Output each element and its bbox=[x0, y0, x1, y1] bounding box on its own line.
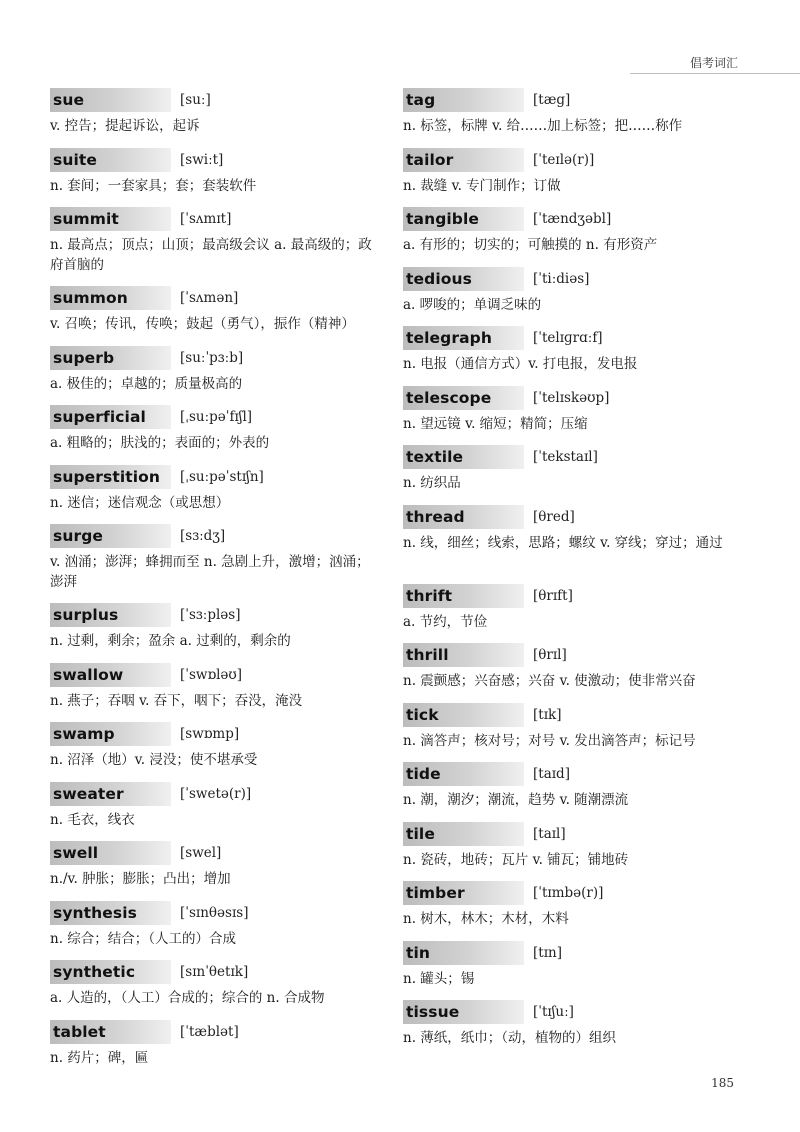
phonetic: [ˈtæblət] bbox=[180, 1023, 239, 1040]
definition: n. 综合；结合；（人工的）合成 bbox=[50, 930, 237, 947]
vocab-entry bbox=[403, 999, 753, 1059]
definition: n. 迷信；迷信观念（或思想） bbox=[50, 494, 230, 511]
headword: tablet bbox=[53, 1022, 106, 1041]
definition: n. 罐头；锡 bbox=[403, 970, 475, 987]
headword: sue bbox=[53, 91, 85, 109]
headword-box bbox=[403, 584, 524, 608]
headword-box bbox=[50, 722, 171, 746]
vocab-entry bbox=[403, 702, 753, 762]
headword: tile bbox=[406, 824, 435, 843]
headword-box bbox=[50, 465, 171, 489]
vocab-entry bbox=[50, 959, 400, 1019]
vocab-entry bbox=[50, 206, 400, 285]
headword: timber bbox=[406, 884, 465, 902]
headword: swell bbox=[53, 844, 99, 862]
headword: tide bbox=[406, 765, 441, 783]
definition: v. 控告；提起诉讼，起诉 bbox=[50, 118, 200, 134]
definition: a. 节约，节俭 bbox=[403, 613, 488, 630]
headword-box bbox=[50, 524, 171, 548]
phonetic: [θrɪft] bbox=[533, 587, 573, 604]
definition: n. 最高点；顶点；山顶；最高级会议 a. 最高级的；政府首脑的 bbox=[50, 237, 372, 273]
headword-box bbox=[50, 901, 171, 925]
headword-box bbox=[403, 822, 524, 846]
headword-box bbox=[50, 346, 171, 370]
definition: n. 薄纸，纸巾；（动，植物的）组织 bbox=[403, 1030, 617, 1046]
headword-box bbox=[403, 881, 524, 905]
vocab-entry bbox=[50, 900, 400, 960]
phonetic: [θrɪl] bbox=[533, 647, 567, 663]
definition: n. 药片；碑，匾 bbox=[50, 1049, 149, 1066]
headword-box bbox=[403, 386, 524, 410]
headword-box bbox=[403, 148, 524, 172]
phonetic: [ˌsuːpəˈfɪʃl] bbox=[180, 409, 253, 425]
vocab-entry bbox=[50, 840, 400, 900]
phonetic: [ˈteɪlə(r)] bbox=[533, 151, 595, 168]
definition: n. 瓷砖，地砖；瓦片 v. 铺瓦；铺地砖 bbox=[403, 851, 629, 868]
definition: a. 粗略的；肤浅的；表面的；外表的 bbox=[50, 435, 270, 451]
headword-box bbox=[50, 960, 171, 984]
headword-box bbox=[403, 207, 524, 231]
headword: summon bbox=[53, 289, 128, 307]
headword-box bbox=[403, 703, 524, 727]
vocab-entry bbox=[50, 404, 400, 464]
vocab-entry bbox=[403, 444, 753, 504]
phonetic: [θred] bbox=[533, 508, 575, 525]
headword: tailor bbox=[406, 150, 454, 169]
headword-box bbox=[50, 782, 171, 806]
vocab-entry bbox=[403, 642, 753, 702]
headword: telescope bbox=[406, 388, 492, 407]
headword: tin bbox=[406, 943, 431, 962]
vocab-entry bbox=[403, 266, 753, 326]
left-column bbox=[50, 87, 400, 1078]
headword-box bbox=[50, 1020, 171, 1044]
phonetic: [ˈtekstaɪl] bbox=[533, 449, 598, 465]
headword-box bbox=[403, 762, 524, 786]
vocab-entry bbox=[50, 602, 400, 662]
definition: v. 召唤；传讯，传唤；鼓起（勇气），振作（精神） bbox=[50, 316, 355, 332]
phonetic: [suː] bbox=[180, 92, 211, 108]
page-number: 185 bbox=[711, 1076, 734, 1090]
phonetic: [swiːt] bbox=[180, 151, 224, 168]
phonetic: [swɒmp] bbox=[180, 726, 240, 742]
phonetic: [ˈsʌmɪt] bbox=[180, 211, 232, 227]
phonetic: [ˈtɪmbə(r)] bbox=[533, 885, 604, 901]
header-divider bbox=[630, 73, 800, 74]
vocab-entry bbox=[403, 821, 753, 881]
definition: n. 套间；一套家具；套；套装软件 bbox=[50, 177, 257, 194]
headword: thread bbox=[406, 507, 465, 526]
phonetic: [ˈtændʒəbl] bbox=[533, 211, 612, 227]
headword-box bbox=[50, 286, 171, 310]
phonetic: [ˈtelɪɡrɑːf] bbox=[533, 330, 603, 346]
vocab-entry bbox=[403, 87, 753, 147]
vocab-entry bbox=[403, 761, 753, 821]
definition: n. 燕子；吞咽 v. 吞下，咽下；吞没，淹没 bbox=[50, 692, 303, 709]
headword: tag bbox=[406, 91, 436, 109]
phonetic: [suːˈpɜːb] bbox=[180, 349, 244, 366]
phonetic: [taɪl] bbox=[533, 825, 566, 842]
headword-box bbox=[403, 88, 524, 112]
phonetic: [ˈtelɪskəʊp] bbox=[533, 389, 610, 406]
vocab-entry bbox=[50, 1019, 400, 1079]
vocab-entry bbox=[403, 583, 753, 643]
headword-box bbox=[50, 603, 171, 627]
headword-box bbox=[50, 663, 171, 687]
vocab-entry bbox=[50, 147, 400, 207]
vocab-entry bbox=[403, 325, 753, 385]
definition: n./v. 肿胀；膨胀；凸出；增加 bbox=[50, 871, 231, 887]
vocab-entry bbox=[50, 523, 400, 602]
definition: n. 过剩，剩余；盈余 a. 过剩的，剩余的 bbox=[50, 633, 291, 649]
vocab-entry bbox=[403, 880, 753, 940]
headword: swamp bbox=[53, 725, 115, 743]
headword: surplus bbox=[53, 606, 119, 624]
vocab-entry bbox=[403, 940, 753, 1000]
vocab-entry bbox=[50, 464, 400, 524]
definition: v. 汹涌；澎湃；蜂拥而至 n. 急剧上升，激增；汹涌；澎湃 bbox=[50, 554, 370, 590]
phonetic: [tɪn] bbox=[533, 944, 562, 961]
phonetic: [swel] bbox=[180, 845, 222, 861]
headword-box bbox=[403, 445, 524, 469]
phonetic: [tɪk] bbox=[533, 706, 562, 723]
phonetic: [ˈsɪnθəsɪs] bbox=[180, 904, 249, 921]
headword: tick bbox=[406, 705, 439, 724]
headword: synthesis bbox=[53, 903, 137, 922]
definition: a. 人造的，（人工）合成的；综合的 n. 合成物 bbox=[50, 990, 325, 1006]
phonetic: [ˈswetə(r)] bbox=[180, 785, 252, 802]
phonetic: [sɜːdʒ] bbox=[180, 528, 226, 544]
headword-box bbox=[403, 505, 524, 529]
vocab-entry bbox=[50, 781, 400, 841]
vocab-entry bbox=[403, 206, 753, 266]
headword: superficial bbox=[53, 408, 146, 426]
headword: superstition bbox=[53, 467, 161, 486]
right-column bbox=[403, 87, 753, 1059]
definition: n. 裁缝 v. 专门制作；订做 bbox=[403, 177, 561, 194]
definition: n. 震颤感；兴奋感；兴奋 v. 使激动；使非常兴奋 bbox=[403, 673, 696, 689]
headword: tissue bbox=[406, 1003, 460, 1021]
headword-box bbox=[403, 1000, 524, 1024]
headword: superb bbox=[53, 348, 115, 367]
phonetic: [taɪd] bbox=[533, 766, 570, 782]
headword: suite bbox=[53, 150, 97, 169]
headword: sweater bbox=[53, 784, 124, 803]
vocab-entry bbox=[403, 385, 753, 445]
definition: n. 滴答声；核对号；对号 v. 发出滴答声；标记号 bbox=[403, 732, 696, 749]
definition: n. 线，细丝；线索，思路；螺纹 v. 穿线；穿过；通过 bbox=[403, 534, 723, 551]
headword: textile bbox=[406, 448, 464, 466]
phonetic: [ˈtɪʃuː] bbox=[533, 1004, 574, 1020]
headword-box bbox=[403, 326, 524, 350]
headword-box bbox=[403, 643, 524, 667]
headword-box bbox=[50, 841, 171, 865]
phonetic: [ˈswɒləʊ] bbox=[180, 666, 243, 683]
definition: n. 毛衣，线衣 bbox=[50, 811, 135, 828]
headword-box bbox=[50, 405, 171, 429]
definition: n. 树木，林木；木材，木料 bbox=[403, 911, 569, 927]
headword-box bbox=[403, 941, 524, 965]
definition: n. 潮，潮汐；潮流，趋势 v. 随潮漂流 bbox=[403, 792, 629, 808]
definition: n. 标签，标牌 v. 给……加上标签；把……称作 bbox=[403, 118, 683, 134]
headword: swallow bbox=[53, 665, 124, 684]
vocab-entry bbox=[403, 147, 753, 207]
vocab-entry bbox=[403, 504, 753, 583]
vocab-entry bbox=[50, 87, 400, 147]
definition: n. 沼泽（地）v. 浸没；使不堪承受 bbox=[50, 752, 258, 768]
headword: thrift bbox=[406, 586, 453, 605]
phonetic: [ˈsʌmən] bbox=[180, 290, 239, 306]
headword-box bbox=[50, 207, 171, 231]
phonetic: [ˌsuːpəˈstɪʃn] bbox=[180, 468, 264, 485]
headword: telegraph bbox=[406, 329, 492, 347]
phonetic: [sɪnˈθetɪk] bbox=[180, 964, 249, 980]
definition: n. 电报（通信方式）v. 打电报，发电报 bbox=[403, 356, 638, 372]
vocab-entry bbox=[50, 721, 400, 781]
headword: tangible bbox=[406, 210, 480, 228]
definition: n. 纺织品 bbox=[403, 475, 461, 491]
phonetic: [tæg] bbox=[533, 92, 571, 108]
vocab-entry bbox=[50, 285, 400, 345]
headword-box bbox=[403, 267, 524, 291]
headword: surge bbox=[53, 527, 104, 545]
phonetic: [ˈsɜːpləs] bbox=[180, 607, 241, 623]
definition: a. 有形的；切实的；可触摸的 n. 有形资产 bbox=[403, 237, 658, 253]
headword: tedious bbox=[406, 269, 472, 288]
headword: synthetic bbox=[53, 963, 136, 981]
vocab-entry bbox=[50, 662, 400, 722]
headword: summit bbox=[53, 210, 119, 228]
phonetic: [ˈtiːdiəs] bbox=[533, 270, 590, 287]
headword-box bbox=[50, 148, 171, 172]
definition: a. 极佳的；卓越的；质量极高的 bbox=[50, 375, 243, 392]
definition: n. 望远镜 v. 缩短；精简；压缩 bbox=[403, 415, 588, 432]
page-header-title: 倡考词汇 bbox=[689, 56, 738, 70]
headword: thrill bbox=[406, 646, 449, 664]
headword-box bbox=[50, 88, 171, 112]
vocab-entry bbox=[50, 345, 400, 405]
definition: a. 啰唆的；单调乏味的 bbox=[403, 296, 542, 313]
